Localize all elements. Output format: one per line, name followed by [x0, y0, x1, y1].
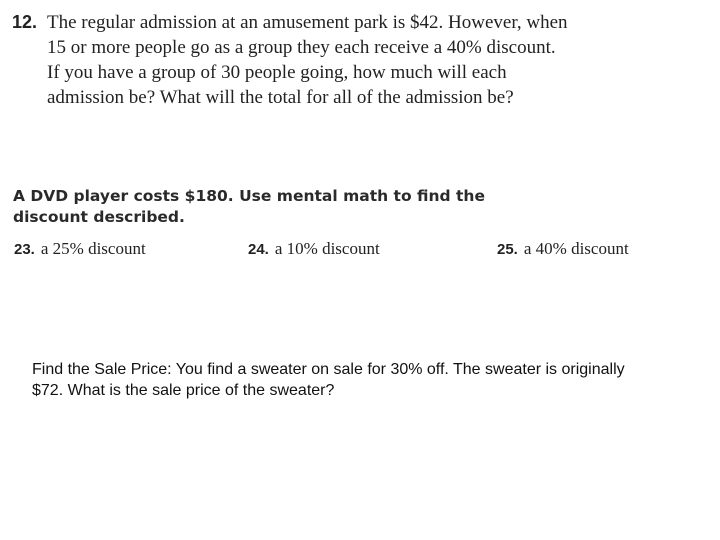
- problem-number: 12.: [12, 12, 38, 32]
- problem-24: [248, 238, 380, 261]
- problem-text: a 10% discount: [274, 239, 380, 258]
- problem-text-line: If you have a group of 30 people going, how much will each: [47, 62, 507, 83]
- problem-text-line: $72. What is the sale price of the sweater?: [32, 382, 335, 399]
- heading-line: A DVD player costs $180. Use mental math to find the: [13, 187, 485, 205]
- problem-number: 23.: [14, 241, 35, 258]
- problem-text: [47, 10, 612, 110]
- problem-text: a 25% discount: [40, 239, 146, 258]
- problem-text-line: Find the Sale Price: You find a sweater on sale for 30% off. The sweater is originally: [32, 361, 625, 378]
- problem-text-line: 15 or more people go as a group they each receive a 40% discount.: [47, 37, 556, 58]
- sale-price-problem: [32, 359, 712, 401]
- problem-text-line: The regular admission at an amusement park is $42. However, when: [47, 12, 568, 33]
- problem-12: [12, 10, 612, 110]
- dvd-section-heading: [13, 186, 483, 228]
- problem-number: 24.: [248, 241, 269, 258]
- problem-23: [14, 238, 146, 261]
- problem-number: 25.: [497, 241, 518, 258]
- problem-text-line: admission be? What will the total for all of the admission be?: [47, 87, 514, 108]
- problem-25: [497, 238, 629, 261]
- heading-line: discount described.: [13, 208, 185, 226]
- problem-text: a 40% discount: [523, 239, 629, 258]
